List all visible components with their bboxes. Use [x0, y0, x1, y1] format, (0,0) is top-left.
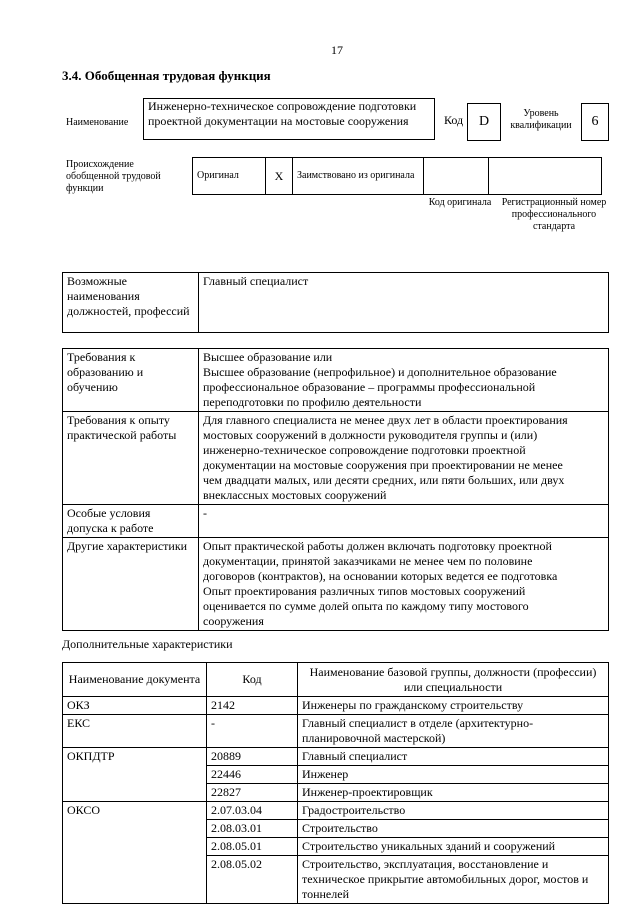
req-line: договоров (контрактов), на основании которых ведется ее подготовка	[203, 569, 558, 583]
positions-table	[62, 272, 609, 333]
req-line: Высшее образование (непрофильное) и дополнительное образование	[203, 365, 557, 379]
req-line: Опыт практической работы должен включать подготовку проектной	[203, 539, 552, 553]
additional-table	[62, 662, 609, 904]
req-label-other: Другие характеристики	[63, 538, 199, 631]
code-cell: 2142	[207, 697, 298, 715]
positions-label: Возможные наименования должностей, профессий	[63, 273, 199, 333]
req-line: -	[203, 506, 207, 520]
req-line: мостовых сооружений в должности руководителя группы и (или)	[203, 428, 538, 442]
req-value-education	[199, 349, 609, 412]
reg-number-label: Регистрационный номер профессионального стандарта	[501, 197, 607, 232]
code-cell: -	[207, 715, 298, 748]
name-cell: Главный специалист	[298, 748, 609, 766]
req-label-education: Требования к образованию и обучению	[63, 349, 199, 412]
req-line: инженерно-техническое сопровождение подготовки проектной	[203, 443, 526, 457]
req-line: сооружения	[203, 614, 264, 628]
req-label-special: Особые условия допуска к работе	[63, 505, 199, 538]
req-value-experience	[199, 412, 609, 505]
req-line: чем двадцати малых, или десяти средних, или пяти больших, или двух	[203, 473, 565, 487]
code-label: Код	[444, 113, 464, 127]
original-mark: X	[266, 158, 293, 195]
code-cell: 22446	[207, 766, 298, 784]
req-line: внеклассных мостовых сооружений	[203, 488, 387, 502]
req-line: Высшее образование или	[203, 350, 333, 364]
code-original-label: Код оригинала	[428, 197, 492, 208]
level-label: Уровень квалификации	[510, 108, 572, 131]
name-cell: Инженер	[298, 766, 609, 784]
code-cell: 20889	[207, 748, 298, 766]
req-line: оценивается по сумме долей опыта по каждому типу мостового	[203, 599, 529, 613]
col-header-code: Код	[207, 663, 298, 697]
table-row	[63, 697, 609, 715]
name-value: Инженерно-техническое сопровождение подготовки проектной документации на мостовые сооружения	[143, 98, 435, 140]
name-cell: Инженер-проектировщик	[298, 784, 609, 802]
requirements-table	[62, 348, 609, 631]
origin-label: Происхождение обобщенной трудовой функции	[66, 159, 161, 194]
doc-cell: ОКЗ	[63, 697, 207, 715]
code-cell: 2.08.05.02	[207, 856, 298, 904]
code-original-cell	[424, 158, 489, 195]
req-line: переподготовки по профилю деятельности	[203, 395, 422, 409]
req-line: профессиональное образование – программы профессиональной	[203, 380, 536, 394]
additional-title: Дополнительные характеристики	[62, 637, 233, 651]
table-row	[63, 748, 609, 766]
positions-value: Главный специалист	[199, 273, 609, 333]
name-cell: Градостроительство	[298, 802, 609, 820]
req-line: Опыт проектирования различных типов мостовых сооружений	[203, 584, 526, 598]
code-cell: 2.08.03.01	[207, 820, 298, 838]
req-line: документации, принятой заказчиками не менее чем по половине	[203, 554, 533, 568]
doc-cell: ЕКС	[63, 715, 207, 748]
req-value-other	[199, 538, 609, 631]
code-cell: 22827	[207, 784, 298, 802]
level-value: 6	[581, 103, 609, 141]
name-cell: Строительство уникальных зданий и сооружений	[298, 838, 609, 856]
code-cell: 2.08.05.01	[207, 838, 298, 856]
col-header-doc: Наименование документа	[63, 663, 207, 697]
borrowed-label: Заимствовано из оригинала	[293, 158, 424, 195]
name-cell: Инженеры по гражданскому строительству	[298, 697, 609, 715]
name-label: Наименование	[66, 117, 129, 128]
req-line: Для главного специалиста не менее двух лет в области проектирования	[203, 413, 568, 427]
code-cell: 2.07.03.04	[207, 802, 298, 820]
page-number: 17	[331, 43, 343, 57]
name-cell: Строительство, эксплуатация, восстановление и техническое прикрытие автомобильных дорог, мостов и тоннелей	[298, 856, 609, 904]
code-value: D	[467, 103, 501, 141]
origin-table	[192, 157, 602, 195]
section-title: 3.4. Обобщенная трудовая функция	[62, 68, 271, 83]
req-value-special	[199, 505, 609, 538]
table-row	[63, 715, 609, 748]
doc-cell: ОКСО	[63, 802, 207, 904]
name-cell: Строительство	[298, 820, 609, 838]
req-label-experience: Требования к опыту практической работы	[63, 412, 199, 505]
doc-cell: ОКПДТР	[63, 748, 207, 802]
req-line: документации на мостовые сооружения при проектировании не менее	[203, 458, 563, 472]
col-header-name: Наименование базовой группы, должности (профессии) или специальности	[298, 663, 609, 697]
table-row	[63, 802, 609, 820]
original-label: Оригинал	[193, 158, 266, 195]
name-cell: Главный специалист в отделе (архитектурно-планировочной мастерской)	[298, 715, 609, 748]
reg-number-cell	[489, 158, 602, 195]
